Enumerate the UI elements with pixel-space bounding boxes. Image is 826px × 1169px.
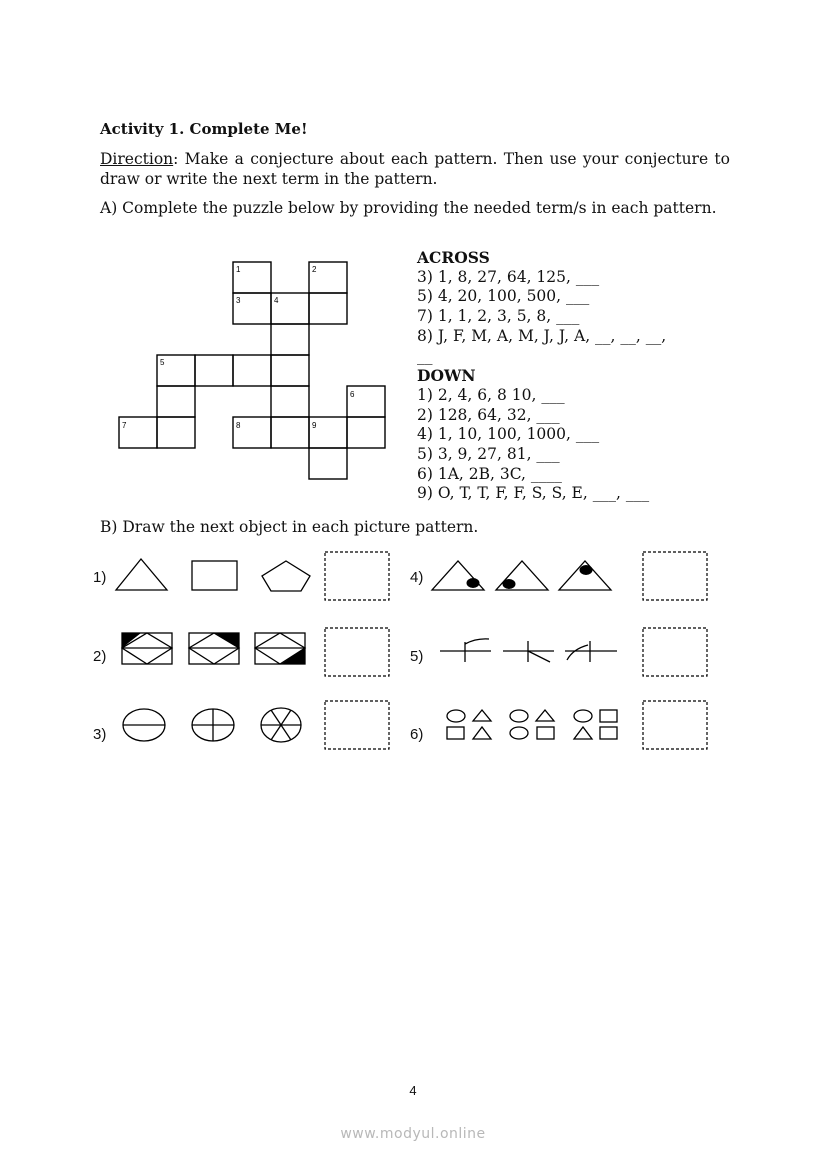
grid-number-9: 9 — [312, 421, 317, 430]
circle-icon — [510, 710, 528, 722]
diamond-rect-shape — [189, 633, 239, 664]
line-figure-shape — [565, 641, 617, 662]
crossword-cell[interactable] — [233, 355, 271, 386]
across-clue: __ — [417, 346, 433, 365]
grid-number-7: 7 — [122, 421, 127, 430]
line-figure-shape — [503, 641, 554, 662]
across-heading: ACROSS — [417, 248, 490, 267]
down-clue: 2) 128, 64, 32, ___ — [417, 405, 560, 424]
triangle-icon — [473, 710, 491, 721]
crossword-cell[interactable] — [271, 324, 309, 355]
square-icon — [447, 727, 464, 739]
square-icon — [537, 727, 554, 739]
rectangle-shape — [192, 561, 237, 590]
crossword-cell[interactable] — [271, 386, 309, 417]
answer-box-5[interactable] — [643, 628, 707, 676]
down-clue: 9) O, T, T, F, F, S, S, E, ___, ___ — [417, 484, 650, 503]
grid-number-5: 5 — [160, 358, 165, 367]
crossword-cell[interactable] — [271, 355, 309, 386]
pattern-label-1: 1) — [93, 569, 107, 586]
crossword-cell[interactable] — [157, 417, 195, 448]
diamond-rect-shape — [122, 633, 172, 664]
ellipse-quartered-shape — [192, 709, 234, 741]
grid-number-8: 8 — [236, 421, 241, 430]
answer-box-6[interactable] — [643, 701, 707, 749]
line-figure-shape — [440, 639, 491, 662]
part-a-instruction: A) Complete the puzzle below by providing the needed term/s in each pattern. — [100, 199, 717, 217]
circle-icon — [574, 710, 592, 722]
down-clue: 6) 1A, 2B, 3C, ____ — [417, 464, 562, 483]
circle-icon — [447, 710, 465, 722]
crossword-cell[interactable] — [309, 448, 347, 479]
grid-number-4: 4 — [274, 296, 279, 305]
direction-paragraph — [100, 149, 730, 189]
square-icon — [600, 710, 617, 722]
ellipse-halved-shape — [123, 709, 165, 741]
grid-number-1: 1 — [236, 265, 241, 274]
part-b-instruction: B) Draw the next object in each picture pattern. — [100, 518, 479, 536]
pentagon-shape — [262, 561, 310, 591]
pattern-label-5: 5) — [410, 648, 424, 665]
crossword-cell[interactable] — [195, 355, 233, 386]
answer-box-1[interactable] — [325, 552, 389, 600]
square-icon — [600, 727, 617, 739]
triangle-icon — [536, 710, 554, 721]
answer-box-2[interactable] — [325, 628, 389, 676]
crossword-cell[interactable] — [347, 417, 385, 448]
diamond-rect-shape — [255, 633, 305, 664]
circle-icon — [510, 727, 528, 739]
across-clue: 5) 4, 20, 100, 500, ___ — [417, 287, 590, 306]
across-clue: 8) J, F, M, A, M, J, J, A, __, __, __, — [417, 326, 667, 345]
picture-patterns — [0, 540, 826, 760]
down-clue: 5) 3, 9, 27, 81, ___ — [417, 445, 560, 464]
pattern-label-3: 3) — [93, 726, 107, 743]
across-clue: 7) 1, 1, 2, 3, 5, 8, ___ — [417, 307, 580, 326]
ellipse-sixths-shape — [261, 708, 301, 742]
dot-icon — [503, 579, 516, 589]
pattern-label-2: 2) — [93, 648, 107, 665]
direction-label: Direction — [100, 150, 174, 168]
crossword-grid — [110, 255, 395, 485]
pattern-label-6: 6) — [410, 726, 424, 743]
answer-box-4[interactable] — [643, 552, 707, 600]
down-heading: DOWN — [417, 366, 476, 386]
down-clue: 4) 1, 10, 100, 1000, ___ — [417, 425, 600, 444]
dot-icon — [580, 565, 593, 575]
across-clue: 3) 1, 8, 27, 64, 125, ___ — [417, 267, 600, 286]
activity-title: Activity 1. Complete Me! — [100, 120, 308, 138]
crossword-cell[interactable] — [309, 293, 347, 324]
direction-text: : Make a conjecture about each pattern. Then use your conjecture to draw or write the next term in the pattern. — [100, 150, 730, 188]
down-clue: 1) 2, 4, 6, 8 10, ___ — [417, 385, 565, 404]
grid-number-2: 2 — [312, 265, 317, 274]
grid-number-3: 3 — [236, 296, 241, 305]
grid-number-6: 6 — [350, 390, 355, 399]
pattern-label-4: 4) — [410, 569, 424, 586]
watermark: www.modyul.online — [340, 1126, 486, 1142]
triangle-icon — [473, 727, 491, 739]
clues-panel — [417, 248, 717, 504]
page-number: 4 — [409, 1083, 417, 1098]
answer-box-3[interactable] — [325, 701, 389, 749]
crossword-cell[interactable] — [271, 417, 309, 448]
triangle-icon — [574, 727, 592, 739]
triangle-shape — [116, 559, 167, 590]
dot-icon — [467, 578, 480, 588]
crossword-cell[interactable] — [157, 386, 195, 417]
